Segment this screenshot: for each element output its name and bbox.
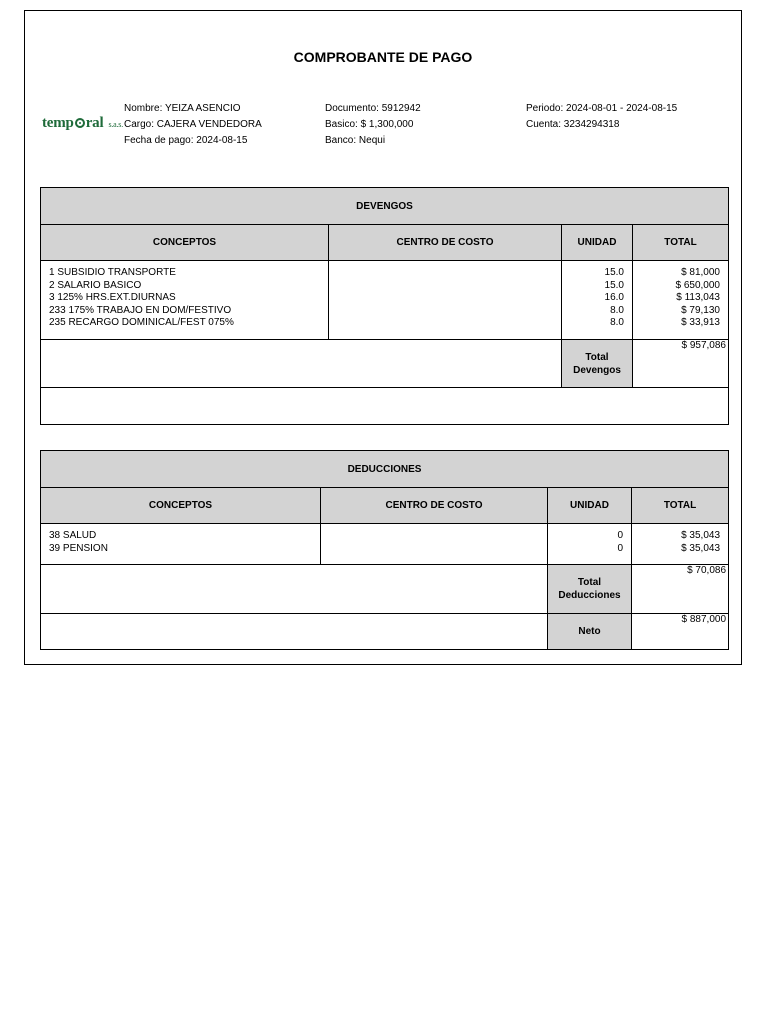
- table-row-concepto: 2 SALARIO BASICO: [49, 279, 142, 291]
- deducciones-table: [40, 450, 729, 650]
- logo-text-right: ral: [85, 115, 104, 131]
- table-row-concepto: 38 SALUD: [49, 530, 97, 541]
- table-row-unidad: 8.0: [610, 317, 624, 328]
- neto-spacer: [41, 614, 548, 650]
- table-row-total: $ 33,913: [681, 317, 720, 328]
- employee-position: Cargo: CAJERA VENDEDORA: [124, 119, 262, 130]
- neto-value: $ 887,000: [632, 614, 729, 650]
- deducciones-header-total: TOTAL: [632, 488, 729, 524]
- deducciones-total-label-line-2: Deducciones: [558, 590, 621, 601]
- table-row-unidad: 8.0: [610, 304, 624, 316]
- table-row-concepto: 39 PENSION: [49, 542, 108, 554]
- table-row-concepto: 233 175% TRABAJO EN DOM/FESTIVO: [49, 304, 232, 316]
- devengos-table: [40, 187, 729, 425]
- devengos-section-title: DEVENGOS: [41, 188, 729, 225]
- neto-label: Neto: [548, 614, 632, 650]
- company-logo: [42, 115, 123, 132]
- base-salary: Basico: $ 1,300,000: [325, 119, 414, 130]
- devengos-header-centro: CENTRO DE COSTO: [329, 225, 562, 261]
- devengos-header-total: TOTAL: [633, 225, 729, 261]
- table-row-concepto: 235 RECARGO DOMINICAL/FEST 075%: [49, 317, 234, 328]
- table-row-unidad: 0: [617, 530, 623, 541]
- payslip-sheet: [24, 10, 742, 665]
- employee-info-col-3: [526, 101, 677, 133]
- deducciones-total-cell: [632, 524, 729, 565]
- devengos-total-label-line-2: Devengos: [573, 364, 621, 376]
- devengos-blank-row: [41, 388, 729, 425]
- table-row-unidad: 16.0: [604, 292, 624, 303]
- employee-info-col-2: [325, 101, 421, 149]
- deducciones-total-label-line-1: Total: [577, 577, 602, 588]
- deducciones-conceptos-cell: [41, 524, 321, 565]
- employee-info-col-1: [124, 101, 262, 149]
- bank-account: Cuenta: 3234294318: [526, 119, 620, 130]
- logo-suffix: s.a.s.: [108, 120, 124, 129]
- employee-name: Nombre: YEIZA ASENCIO: [124, 103, 241, 114]
- devengos-total-cell: [633, 261, 729, 340]
- deducciones-unidad-cell: [548, 524, 632, 565]
- table-row-unidad: 0: [617, 542, 623, 554]
- bank: Banco: Nequi: [325, 135, 386, 146]
- devengos-header-unidad: UNIDAD: [562, 225, 633, 261]
- pay-period: Periodo: 2024-08-01 - 2024-08-15: [526, 103, 678, 114]
- deducciones-header-unidad: UNIDAD: [548, 488, 632, 524]
- deducciones-header-centro: CENTRO DE COSTO: [321, 488, 548, 524]
- devengos-summary-spacer: [41, 340, 562, 388]
- table-row-total: $ 650,000: [675, 279, 720, 291]
- deducciones-total-label: [548, 565, 632, 614]
- devengos-total-value: $ 957,086: [633, 340, 729, 388]
- deducciones-header-conceptos: CONCEPTOS: [41, 488, 321, 524]
- page-title: COMPROBANTE DE PAGO: [293, 49, 473, 65]
- payment-date: Fecha de pago: 2024-08-15: [124, 135, 248, 146]
- table-row-unidad: 15.0: [604, 279, 624, 291]
- devengos-conceptos-cell: [41, 261, 329, 340]
- employee-document: Documento: 5912942: [325, 103, 421, 114]
- logo-text-left: temp: [42, 115, 74, 131]
- deducciones-section-title: DEDUCCIONES: [41, 451, 729, 488]
- devengos-total-label: [562, 340, 633, 388]
- table-row-total: $ 81,000: [681, 267, 720, 278]
- table-row-total: $ 35,043: [681, 542, 721, 554]
- logo-ring-icon: [75, 118, 85, 128]
- devengos-total-label-line-1: Total: [585, 351, 609, 363]
- table-row-total: $ 35,043: [681, 530, 721, 541]
- table-row-total: $ 79,130: [681, 304, 720, 316]
- devengos-centro-cell: [329, 261, 562, 340]
- deducciones-summary-spacer: [41, 565, 548, 614]
- devengos-header-conceptos: CONCEPTOS: [41, 225, 329, 261]
- table-row-concepto: 3 125% HRS.EXT.DIURNAS: [49, 292, 176, 303]
- table-row-concepto: 1 SUBSIDIO TRANSPORTE: [49, 267, 176, 278]
- devengos-unidad-cell: [562, 261, 633, 340]
- table-row-unidad: 15.0: [604, 267, 624, 278]
- deducciones-total-value: $ 70,086: [632, 565, 729, 614]
- table-row-total: $ 113,043: [676, 292, 720, 303]
- deducciones-centro-cell: [321, 524, 548, 565]
